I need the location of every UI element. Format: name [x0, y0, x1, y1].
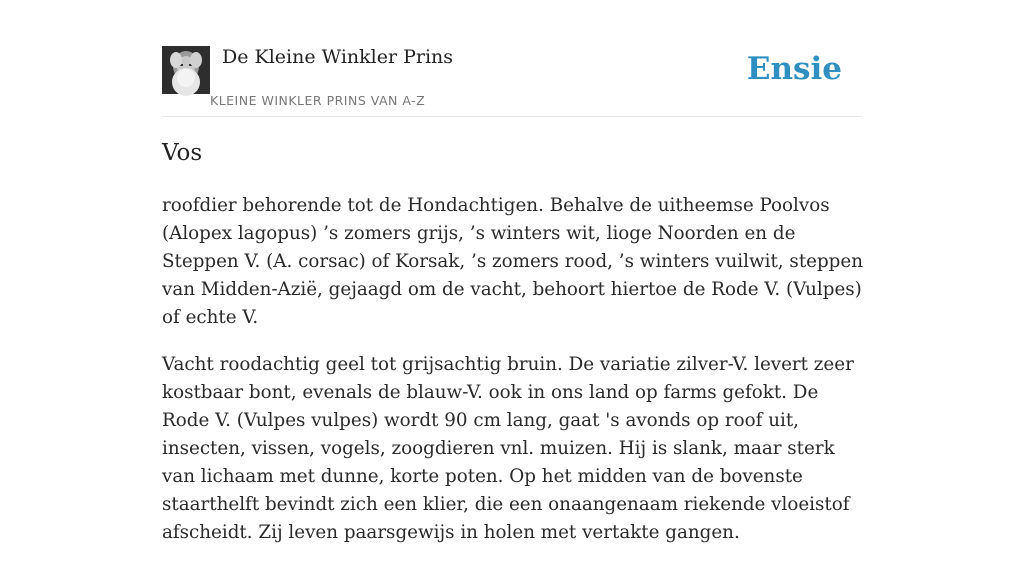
portrait-icon	[162, 46, 210, 94]
source-avatar[interactable]	[162, 46, 210, 94]
entry-body	[162, 192, 864, 566]
entry-paragraph: Vacht roodachtig geel tot grijsachtig bruin. De variatie zilver-V. levert zeer kostbaar bont, evenals de blauw-V. ook in ons land op farms gefokt. De Rode V. (Vulpes vulpes) wordt 90 cm lang, gaat 's avonds op roof uit, insecten, vissen, vogels, zoogdieren vnl. muizen. Hij is slank, maar sterk van lichaam met dunne, korte poten. Op het midden van de bovenste staarthelft bevindt zich een klier, die een onaangenaam riekende vloeistof afscheidt. Zij leven paarsgewijs in holen met vertakte gangen.	[162, 354, 854, 543]
entry-title: Vos	[162, 140, 203, 166]
brand-logo[interactable]: Ensie	[746, 51, 842, 87]
source-subtitle[interactable]: KLEINE WINKLER PRINS VAN A-Z	[210, 93, 426, 108]
entry-paragraph: roofdier behorende tot de Hondachtigen. Behalve de uitheemse Poolvos (Alopex lagopus) ’s zomers grijs, ’s winters wit, lioge Noorden en de Steppen V. (A. corsac) of Korsak, ’s zomers rood, ’s winters vuilwit, steppen van Midden-Azië, gejaagd om de vacht, behoort hiertoe de Rode V. (Vulpes) of echte V.	[162, 195, 863, 328]
source-header	[162, 46, 862, 117]
source-title[interactable]: De Kleine Winkler Prins	[222, 46, 454, 68]
